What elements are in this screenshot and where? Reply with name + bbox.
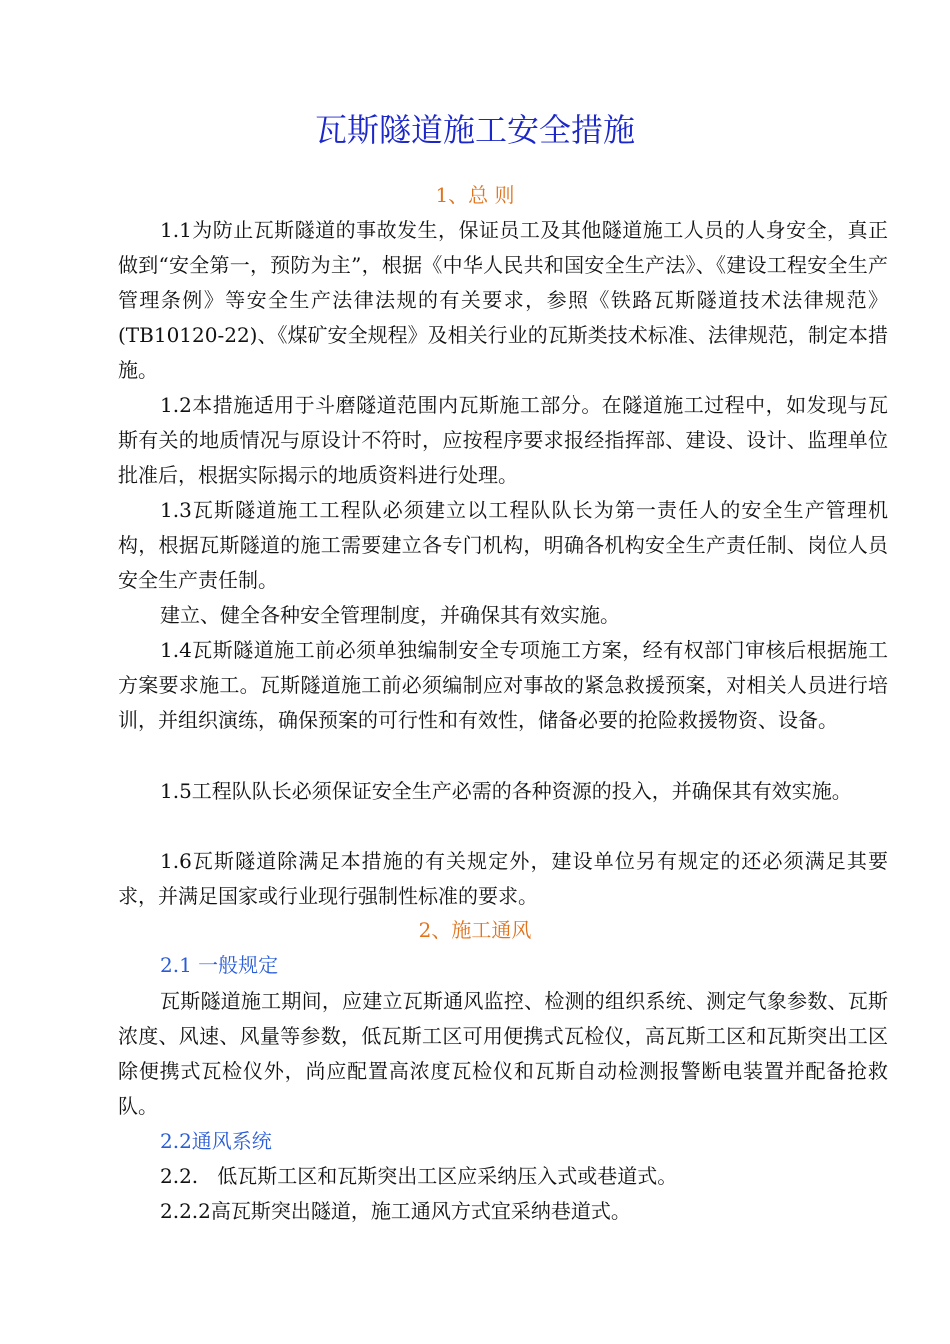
paragraph-1-3-continued: 建立、健全各种安全管理制度，并确保其有效实施。 xyxy=(160,603,620,627)
paragraph-2-2-2: 2.2.2高瓦斯突出隧道，施工通风方式宜采纳巷道式。 xyxy=(160,1199,631,1223)
paragraph-1-5: 1.5工程队队长必须保证安全生产必需的各种资源的投入，并确保其有效实施。 xyxy=(160,779,852,803)
paragraph-1-4: 1.4瓦斯隧道施工前必须单独编制安全专项施工方案，经有权部门审核后根据施工方案要求施工。瓦斯隧道施工前必须编制应对事故的紧急救援预案，对相关人员进行培训，并组织演练，确保预案的可行性和有效性，储备必要的抢险救援物资、设备。 xyxy=(118,638,888,732)
section-1-heading: 1、总 则 xyxy=(435,183,515,207)
paragraph-1-1: 1.1为防止瓦斯隧道的事故发生，保证员工及其他隧道施工人员的人身安全，真正做到“安全第一，预防为主”，根据《中华人民共和国安全生产法》、《建设工程安全生产管理条例》等安全生产法律法规的有关要求，参照《铁路瓦斯隧道技术法律规范》(TB10120-22)、《煤矿安全规程》及相关行业的瓦斯类技术标准、法律规范，制定本措施。 xyxy=(118,218,888,382)
section-2-heading: 2、施工通风 xyxy=(418,918,532,942)
paragraph-1-2: 1.2本措施适用于斗磨隧道范围内瓦斯施工部分。在隧道施工过程中，如发现与瓦斯有关的地质情况与原设计不符时，应按程序要求报经指挥部、建设、设计、监理单位批准后，根据实际揭示的地质资料进行处理。 xyxy=(118,393,888,487)
paragraph-1-6: 1.6瓦斯隧道除满足本措施的有关规定外，建设单位另有规定的还必须满足其要求，并满足国家或行业现行强制性标准的要求。 xyxy=(118,849,888,908)
document-title: 瓦斯隧道施工安全措施 xyxy=(314,111,635,149)
paragraph-2-2-1: 2.2. 低瓦斯工区和瓦斯突出工区应采纳压入式或巷道式。 xyxy=(160,1164,678,1188)
subsection-2-1-heading: 2.1 一般规定 xyxy=(160,953,279,977)
paragraph-1-3: 1.3瓦斯隧道施工工程队必须建立以工程队队长为第一责任人的安全生产管理机构，根据瓦斯隧道的施工需要建立各专门机构，明确各机构安全生产责任制、岗位人员安全生产责任制。 xyxy=(118,498,888,592)
paragraph-2-1: 瓦斯隧道施工期间，应建立瓦斯通风监控、检测的组织系统、测定气象参数、瓦斯浓度、风速、风量等参数，低瓦斯工区可用便携式瓦检仪，高瓦斯工区和瓦斯突出工区除便携式瓦检仪外，尚应配置高浓度瓦检仪和瓦斯自动检测报警断电装置并配备抢救队。 xyxy=(118,989,888,1118)
subsection-2-2-heading: 2.2通风系统 xyxy=(160,1129,272,1153)
